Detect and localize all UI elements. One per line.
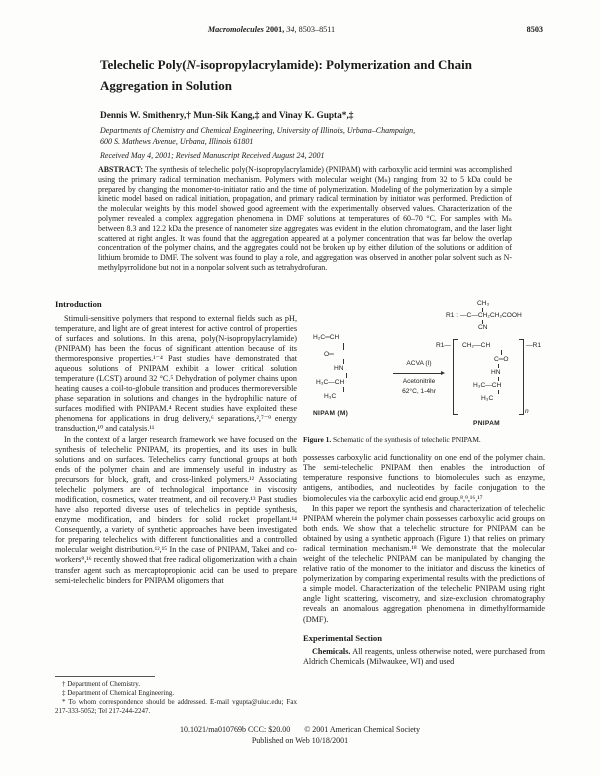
- monomer-isopropyl-ch: H₃C—CH: [316, 379, 345, 386]
- polymer-left-end: R1—: [436, 342, 452, 349]
- figure-caption-text: Schematic of the synthesis of telechelic PNIPAM.: [331, 435, 481, 444]
- monomer-label: NIPAM (M): [313, 410, 349, 417]
- figure-1-scheme: [303, 299, 545, 431]
- title-italic-n: N: [186, 57, 196, 72]
- arrow-conditions-label: 62°C, 1-4hr: [402, 388, 436, 395]
- footnote-chemical-engineering: ‡ Department of Chemical Engineering.: [62, 688, 175, 697]
- journal-pages: 8503–8511: [298, 25, 336, 34]
- reaction-arrowhead-icon: [441, 371, 445, 375]
- footnotes: [55, 676, 297, 716]
- arrow-solvent-label: Acetonitrile: [402, 378, 436, 385]
- received-line: Received May 4, 2001; Revised Manuscript Received August 24, 2001: [100, 151, 325, 160]
- figure-1-caption: [303, 435, 545, 444]
- footer-published-line: Published on Web 10/18/2001: [251, 735, 349, 745]
- r1-nitrile: CN: [478, 324, 488, 331]
- polymer-repeat-subscript: n: [525, 408, 529, 415]
- bond-icon: [501, 350, 502, 355]
- bond-icon: [346, 373, 347, 378]
- footnote-rule: [55, 676, 155, 677]
- left-bracket-icon: [453, 339, 458, 415]
- polymer-carbonyl: C═O: [494, 356, 509, 363]
- footnote-correspondence: * To whom correspondence should be addressed. E-mail vgupta@uiuc.edu; Fax 217-333-5052; Tel 217-244-2247.: [55, 697, 297, 715]
- polymer-right-end: —R1: [526, 342, 542, 349]
- experimental-heading: Experimental Section: [303, 632, 383, 643]
- footer-credit-line: [0, 725, 600, 736]
- bond-icon: [343, 387, 344, 392]
- chemicals-text: All reagents, unless otherwise noted, were purchased from Aldrich Chemicals (Milwaukee, WI) and used: [303, 647, 545, 667]
- bond-icon: [343, 359, 344, 364]
- footer-doi: 10.1021/ma010769b CCC: $20.00: [179, 725, 291, 734]
- monomer-vinyl-group: H₂C═CH: [313, 334, 340, 341]
- arrow-initiator-label: ACVA (I): [406, 360, 432, 367]
- bond-icon: [498, 377, 499, 381]
- journal-citation: [181, 25, 362, 34]
- affiliation-line-1: Departments of Chemistry and Chemical Engineering, University of Illinois, Urbana–Champaign,: [100, 126, 416, 135]
- intro-heading: Introduction: [55, 299, 102, 309]
- r1-methyl: CH₃: [477, 300, 490, 307]
- affiliation-line-2: 600 S. Mathews Avenue, Urbana, Illinois 61801: [100, 136, 254, 146]
- monomer-amide-nh: HN: [334, 365, 344, 372]
- right-column: [303, 299, 545, 711]
- bond-icon: [498, 390, 499, 394]
- polymer-label: PNIPAM: [473, 420, 500, 427]
- figure-caption-label: Figure 1.: [303, 435, 332, 444]
- reaction-arrow-icon: [393, 373, 441, 374]
- page-number: 8503: [526, 25, 543, 34]
- abstract-text: The synthesis of telechelic poly(N-isopropylacrylamide) (PNIPAM) with carboxylic acid termini was accomplished using the primary radical termination mechanism. Polymers with molecular weight (Mₙ) ranging from 32 to 5 kDa could be prepared by changing the monomer-to-initiator ratio and the time of polymerization. Modeling of the polymerization by a simple kinetic model based on radical initiation, propagation, and primary radical termination by initiator was performed. Prediction of the molecular weights by this model showed good agreement with the experimentally observed values. Characterization of the polymer revealed a complex aggregation phenomena in DMF solutions at temperatures of 60–70 °C. For samples with Mₙ between 8.3 and 12.2 kDa the presence of nanometer size aggregates was evident in the elution chromatogram, and the laser light scattered at right angles. It was found that the aggregation appeared at a polymer concentration that was far below the overlap concentration of the polymer chains, and the aggregates could not be broken up by either dilution of the solutions or addition of lithium bromide to DMF. The solvent was found to play a role, and aggregation was observed in another polar solvent such as N-methylpyrrolidone but not in a nonpolar solvent such as tetrahydrofuran.: [98, 165, 512, 272]
- bond-icon: [343, 343, 344, 350]
- intro-paragraph-2: In the context of a larger research framework we have focused on the synthesis of telechelic PNIPAM, its properties, and its uses in bulk solutions and on surfaces. Telechelics carry functional groups at both ends of the polymer chain and are immensely useful in industry as precursors for block, graft, and cross-linked polymers.¹² Associating telechelic polymers are of technological importance in viscosity modification, cosmetics, water treatment, and oil recovery.¹³ Past studies have also reported diverse uses of telechelics in peptide synthesis, enzyme modification, and binders for solid rocket propellant.¹⁴ Consequently, a variety of synthetic approaches have been investigated for preparing telechelics with different functionalities and a controlled molecular weight distribution.¹²,¹⁵ In the case of PNIPAM, Takei and co-workers⁹,¹⁶ recently showed that free radical oligomerization with a chain transfer agent such as mercaptopropionic acid can be used to prepare semi-telechelic binders for PNIPAM oligomers that: [55, 434, 297, 585]
- title-line-2: Aggregation in Solution: [100, 78, 232, 94]
- body-paragraph-1: possesses carboxylic acid functionality on one end of the polymer chain. The semi-telechelic PNIPAM then enables the introduction of temperature responsive functions to biomolecules such as enzyme, antigens, antibodies, and nucleotides by facile conjugation to the biomolecules via the carboxylic acid end group.⁸,⁹,¹⁶,¹⁷: [303, 453, 545, 503]
- chemicals-paragraph: [303, 647, 545, 667]
- polymer-backbone: CH₂—CH: [462, 342, 491, 349]
- article-title: [100, 54, 520, 96]
- title-line-1: Telechelic Poly(N-isopropylacrylamide): Polymerization and Chain: [100, 57, 472, 72]
- polymer-methyl: H₃C: [481, 395, 494, 402]
- affiliation: [100, 126, 520, 148]
- abstract-label: ABSTRACT:: [98, 165, 144, 174]
- right-bracket-icon: [519, 339, 524, 415]
- running-head: [0, 25, 600, 34]
- body-paragraph-2: In this paper we report the synthesis and characterization of telechelic PNIPAM wherein the polymer chain possesses carboxylic acid groups on both ends. We show that a telechelic structure for PNIPAM can be obtained by using a synthetic approach (Figure 1) that relies on primary radical termination mechanism.¹⁸ We demonstrate that the molecular weight of the telechelic PNIPAM can be manipulated by changing the relative ratio of the monomer to the initiator and discuss the kinetics of polymerization by comparing experimental results with the predictions of a simple model. Characterization of the telechelic PNIPAM using right angle light scattering, viscometry, and size-exclusion chromatography reveals an anomalous aggregation phenomena in dimethylformamide (DMF).: [303, 503, 545, 624]
- journal-year: 2001,: [265, 25, 285, 34]
- r1-group-definition: R1 : —C—CH₂CH₂COOH: [446, 312, 522, 319]
- intro-paragraph-1: Stimuli-sensitive polymers that respond to external fields such as pH, temperature, and light are of great interest for active control of properties of surfaces and solutions. In this arena, poly(N-isopropylacrylamide) (PNIPAM) has been the focus of significant attention because of its thermoresponsive properties.¹⁻⁴ Past studies have demonstrated that aqueous solutions of PNIPAM exhibit a lower critical solution temperature (LCST) around 32 °C.⁵ Dehydration of polymer chains upon heating causes a coil-to-globule transition and produces thermoreversible phase separation in solutions and changes in the hydrophilic nature of surfaces modified with PNIPAM.⁴ Recent studies have exploited these phenomena for applications in drug delivery,⁶ separations,²,⁷⁻⁹ energy transduction,¹⁰ and catalysis.¹¹: [55, 313, 297, 434]
- journal-volume: 34,: [286, 25, 297, 34]
- chemicals-lead: Chemicals.: [312, 647, 351, 657]
- monomer-methyl: H₃C: [324, 393, 337, 400]
- page-footer: [0, 725, 600, 747]
- polymer-amide-nh: HN: [491, 369, 501, 376]
- abstract-section: [98, 165, 512, 273]
- polymer-isopropyl-ch: H₃C—CH: [473, 382, 502, 389]
- left-column: [55, 299, 297, 669]
- authors-line: Dennis W. Smithenry,† Mun-Sik Kang,‡ and Vinay K. Gupta*,‡: [100, 111, 354, 121]
- journal-name: Macromolecules: [207, 25, 264, 34]
- monomer-carbonyl: O═: [324, 351, 334, 358]
- footer-copyright: © 2001 American Chemical Society: [304, 725, 421, 734]
- bond-icon: [498, 364, 499, 368]
- footnote-chemistry: † Department of Chemistry.: [62, 680, 141, 688]
